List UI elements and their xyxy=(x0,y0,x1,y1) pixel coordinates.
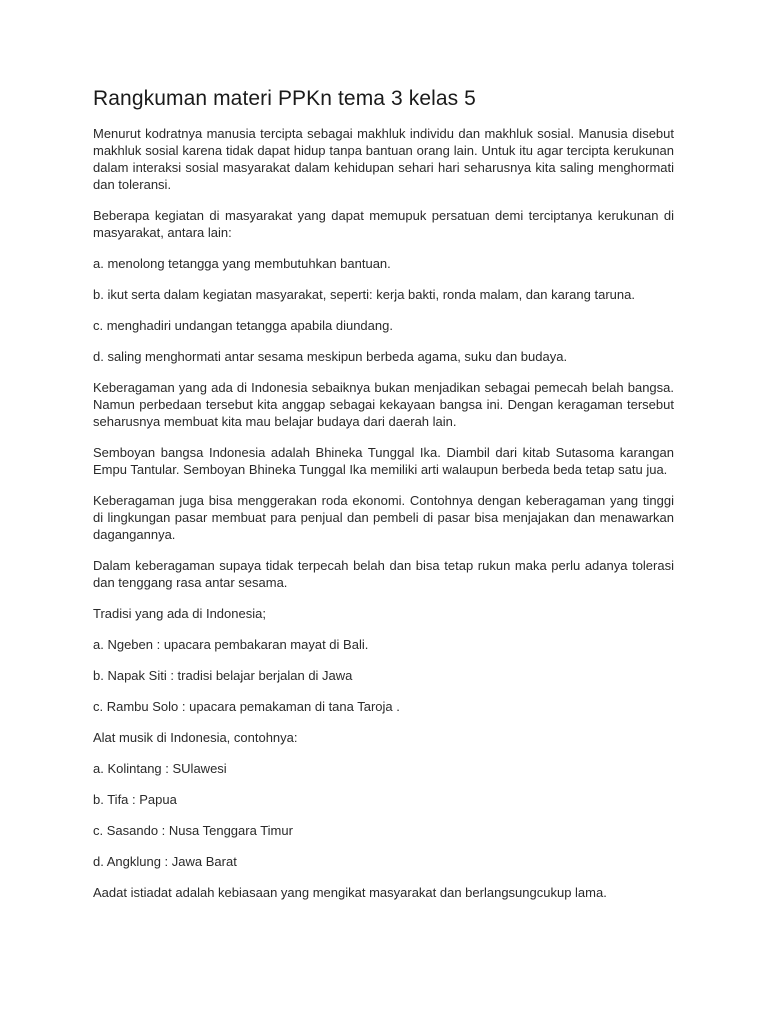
list-item: a. menolong tetangga yang membutuhkan bantuan. xyxy=(93,256,391,272)
paragraph-diversity: Keberagaman yang ada di Indonesia sebaiknya bukan menjadikan sebagai pemecah belah bangsa. Namun perbedaan tersebut kita anggap sebagai kekayaan bangsa ini. Dengan keragaman tersebut seharusnya membuat kita mau belajar budaya dari daerah lain. xyxy=(93,380,674,430)
paragraph-customs: Aadat istiadat adalah kebiasaan yang mengikat masyarakat dan berlangsungcukup lama. xyxy=(93,885,607,901)
list-item: b. Napak Siti : tradisi belajar berjalan di Jawa xyxy=(93,668,353,684)
list-item: a. Ngeben : upacara pembakaran mayat di Bali. xyxy=(93,637,369,653)
list-item: b. Tifa : Papua xyxy=(93,792,177,808)
list-item: a. Kolintang : SUlawesi xyxy=(93,761,227,777)
paragraph-activities-intro: Beberapa kegiatan di masyarakat yang dapat memupuk persatuan demi terciptanya kerukunan di masyarakat, antara lain: xyxy=(93,208,674,241)
list-item: d. Angklung : Jawa Barat xyxy=(93,854,237,870)
list-item: c. menghadiri undangan tetangga apabila diundang. xyxy=(93,318,393,334)
list-item: c. Sasando : Nusa Tenggara Timur xyxy=(93,823,293,839)
paragraph-motto: Semboyan bangsa Indonesia adalah Bhineka Tunggal Ika. Diambil dari kitab Sutasoma karangan Empu Tantular. Semboyan Bhineka Tunggal Ika memiliki arti walaupun berbeda beda tetap satu jua. xyxy=(93,445,674,478)
list-item: c. Rambu Solo : upacara pemakaman di tana Taroja . xyxy=(93,699,400,715)
document-page xyxy=(93,86,674,915)
section-heading-traditions: Tradisi yang ada di Indonesia; xyxy=(93,606,266,622)
paragraph-economy: Keberagaman juga bisa menggerakan roda ekonomi. Contohnya dengan keberagaman yang tinggi di lingkungan pasar membuat para penjual dan pembeli di pasar bisa menjajakan dan menawarkan dagangannya. xyxy=(93,493,674,543)
paragraph-intro: Menurut kodratnya manusia tercipta sebagai makhluk individu dan makhluk sosial. Manusia disebut makhluk sosial karena tidak dapat hidup tanpa bantuan orang lain. Untuk itu agar tercipta kerukunan dalam interaksi sosial masyarakat dalam kehidupan sehari hari seharusnya kita saling menghormati dan toleransi. xyxy=(93,126,674,193)
section-heading-instruments: Alat musik di Indonesia, contohnya: xyxy=(93,730,298,746)
list-item: d. saling menghormati antar sesama meskipun berbeda agama, suku dan budaya. xyxy=(93,349,568,365)
document-title: Rangkuman materi PPKn tema 3 kelas 5 xyxy=(93,87,476,110)
list-item: b. ikut serta dalam kegiatan masyarakat, seperti: kerja bakti, ronda malam, dan karang taruna. xyxy=(93,287,635,303)
paragraph-tolerance: Dalam keberagaman supaya tidak terpecah belah dan bisa tetap rukun maka perlu adanya tolerasi dan tenggang rasa antar sesama. xyxy=(93,558,674,591)
